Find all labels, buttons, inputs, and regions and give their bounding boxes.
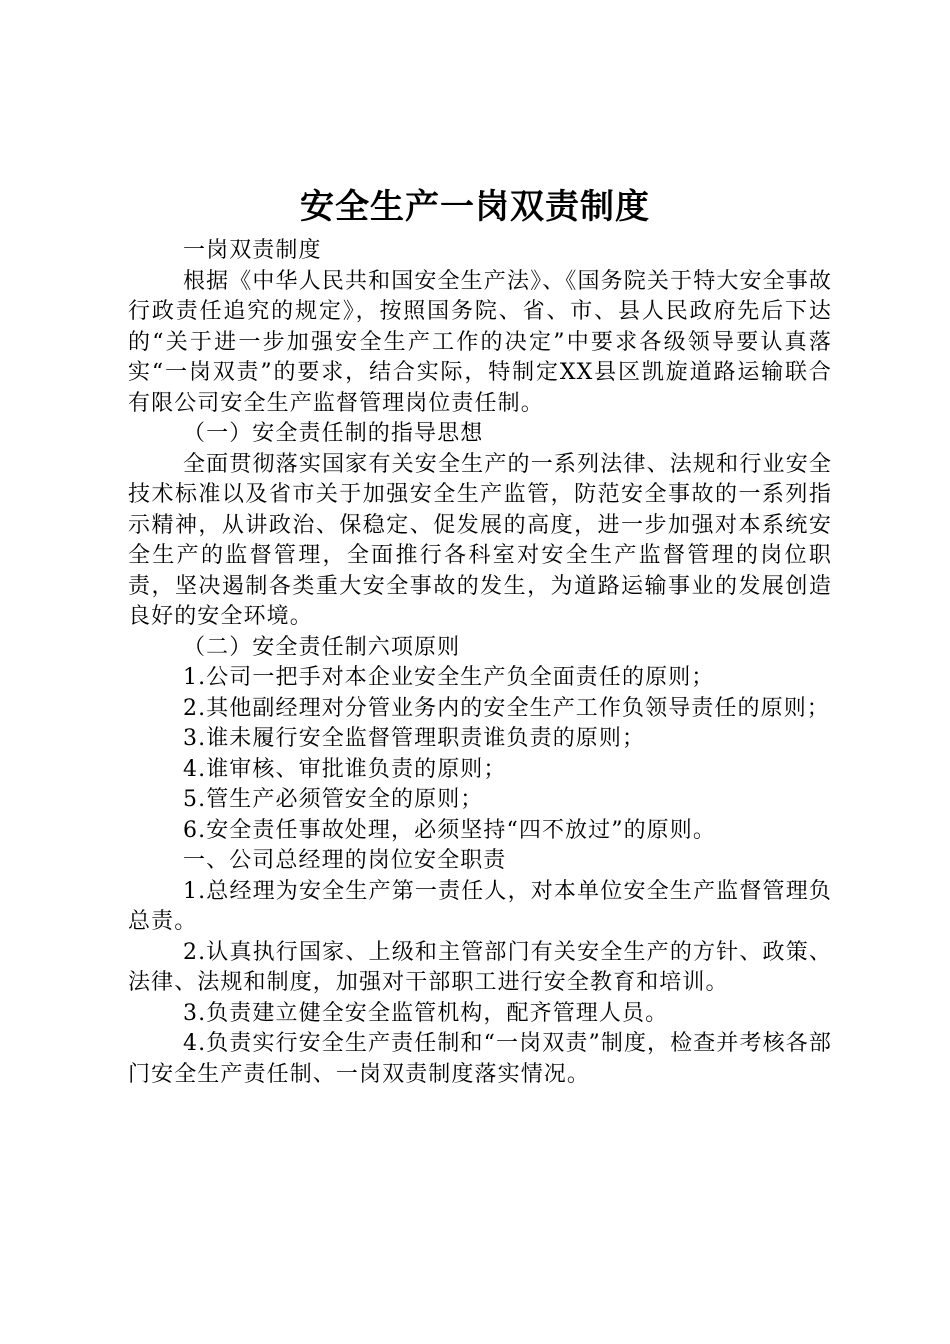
section-heading-six-principles: （二）安全责任制六项原则	[183, 634, 461, 660]
section-heading-gm-duties: 一、公司总经理的岗位安全职责	[183, 848, 507, 873]
gm-duty-item-3: 3.负责建立健全安全监管机构，配齐管理人员。	[183, 1000, 669, 1026]
paragraph-intro: 根据《中华人民共和国安全生产法》、《国务院关于特大安全事故行政责任追究的规定》，按照国务院、省、市、县人民政府先后下达的“关于进一步加强安全生产工作的决定”中要求各级领导要认真落实“一岗双责”的要求，结合实际，特制定XX县区凯旋道路运输联合有限公司安全生产监督管理岗位责任制。	[128, 268, 832, 416]
paragraph-guiding-ideology: 全面贯彻落实国家有关安全生产的一系列法律、法规和行业安全技术标准以及省市关于加强安全生产监管，防范安全事故的一系列指示精神，从讲政治、保稳定、促发展的高度，进一步加强对本系统安全生产的监督管理，全面推行各科室对安全生产监督管理的岗位职责，坚决遏制各类重大安全事故的发生，为道路运输事业的发展创造良好的安全环境。	[128, 451, 832, 629]
principle-item-6: 6.安全责任事故处理，必须坚持“四不放过”的原则。	[183, 817, 716, 843]
principle-item-4: 4.谁审核、审批谁负责的原则；	[183, 756, 507, 782]
paragraph-subtitle: 一岗双责制度	[183, 238, 322, 263]
principle-item-3: 3.谁未履行安全监督管理职责谁负责的原则；	[183, 726, 646, 751]
gm-duty-item-1: 1.总经理为安全生产第一责任人，对本单位安全生产监督管理负总责。	[128, 878, 832, 934]
document-body	[128, 236, 832, 1090]
principle-item-1: 1.公司一把手对本企业安全生产负全面责任的原则；	[183, 665, 715, 690]
gm-duty-item-4: 4.负责实行安全生产责任制和“一岗双责”制度，检查并考核各部门安全生产责任制、一岗双责制度落实情况。	[128, 1031, 832, 1087]
section-heading-guiding-ideology: （一）安全责任制的指导思想	[183, 421, 484, 446]
principle-item-2: 2.其他副经理对分管业务内的安全生产工作负领导责任的原则；	[183, 695, 830, 721]
gm-duty-item-2: 2.认真执行国家、上级和主管部门有关安全生产的方针、政策、法律、法规和制度，加强对干部职工进行安全教育和培训。	[128, 939, 832, 995]
document-title: 安全生产一岗双责制度	[300, 187, 650, 227]
principle-item-5: 5.管生产必须管安全的原则；	[183, 787, 484, 812]
